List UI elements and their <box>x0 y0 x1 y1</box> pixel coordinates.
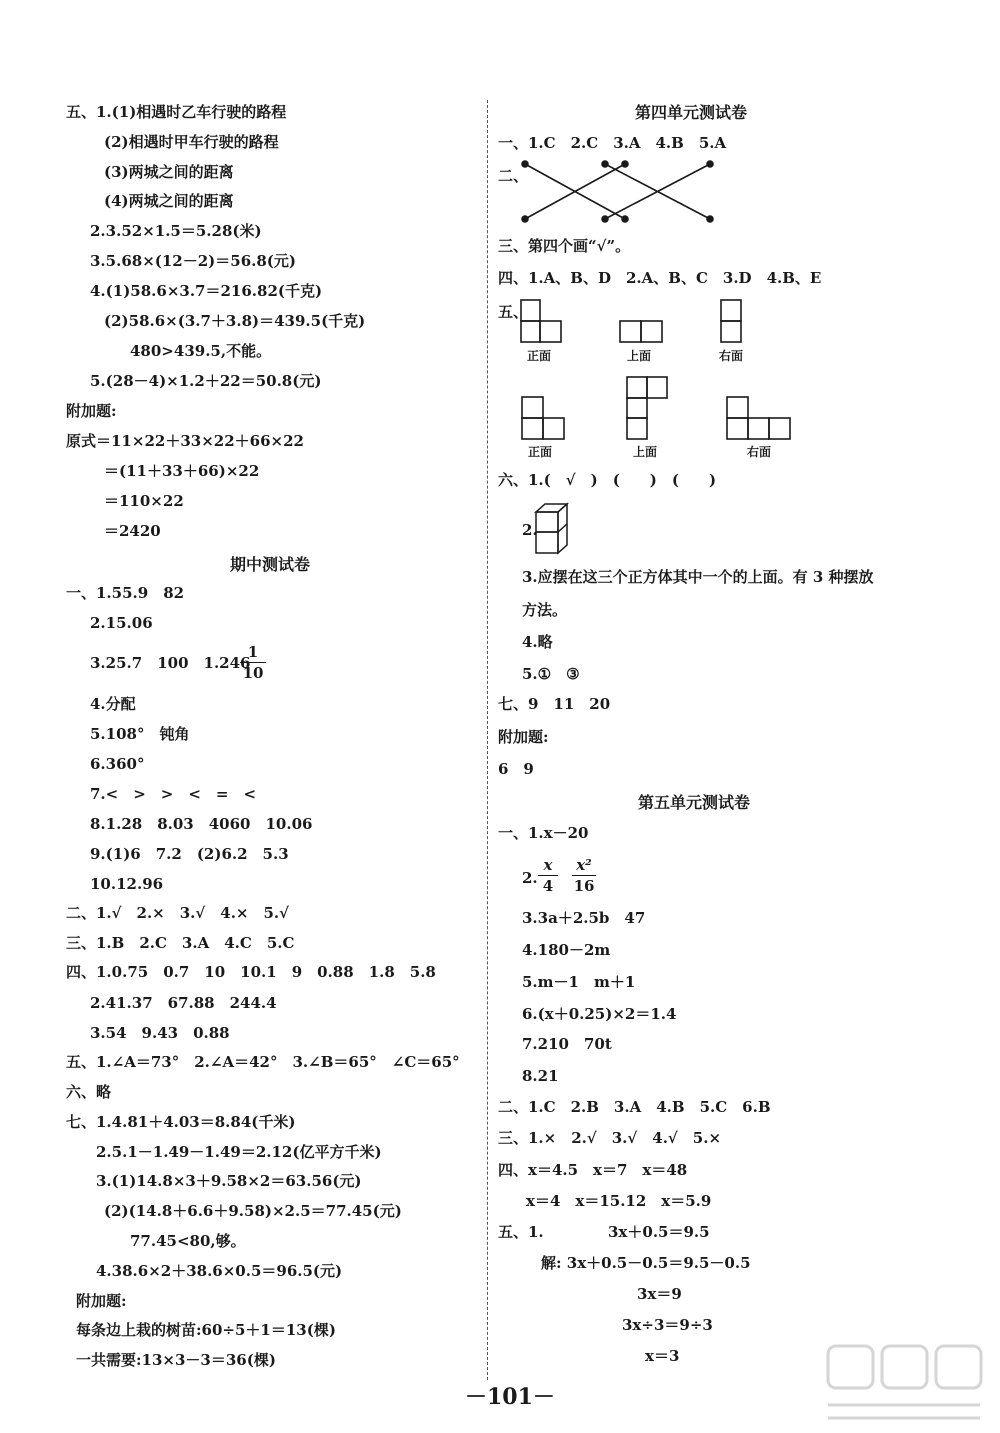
answer-line: 5.108° 钝角 <box>90 725 190 743</box>
answer-line: 77.45<80,够。 <box>130 1232 246 1250</box>
equation-step: 3x＝9 <box>637 1285 682 1303</box>
answer-line: 四、x＝4.5 x＝7 x＝48 <box>498 1161 688 1179</box>
answer-line: 3.54 9.43 0.88 <box>90 1024 230 1042</box>
answer-line: x＝4 x＝15.12 x＝5.9 <box>526 1192 712 1210</box>
answer-line: 2.5.1－1.49－1.49＝2.12(亿平方千米) <box>96 1143 382 1161</box>
answer-line: (3)两城之间的距离 <box>104 163 234 181</box>
extra-label: 附加题: <box>498 728 549 746</box>
section-title: 期中测试卷 <box>230 555 311 574</box>
answer-line: (2)相遇时甲车行驶的路程 <box>104 133 279 151</box>
answer-line: 六、1.( √ ) ( ) ( ) <box>498 471 717 489</box>
answer-line: 七、1.4.81＋4.03＝8.84(千米) <box>66 1113 296 1131</box>
answer-line: 四、1.0.75 0.7 10 10.1 9 0.88 1.8 5.8 <box>66 963 436 981</box>
equation-step: 解: 3x＋0.5－0.5＝9.5－0.5 <box>541 1254 751 1272</box>
fraction-bar <box>538 875 558 876</box>
figure-label-top: 上面 <box>633 445 658 459</box>
answer-line: ＝110×22 <box>104 492 184 510</box>
answer-line: 二、 <box>498 167 529 185</box>
answer-line: 9.(1)6 7.2 (2)6.2 5.3 <box>90 845 289 863</box>
fraction-numerator: x <box>543 856 553 874</box>
answer-line: 7.< > > < = < <box>90 785 257 803</box>
answer-line: 4.38.6×2＋38.6×0.5＝96.5(元) <box>96 1262 343 1280</box>
section-title: 第四单元测试卷 <box>635 103 748 122</box>
answer-line: 三、第四个画“√”。 <box>498 237 631 255</box>
answer-line: 2. <box>522 521 538 539</box>
answer-line: 五、 <box>498 303 529 321</box>
page-number: －101－ <box>465 1384 555 1410</box>
answer-line: (2)(14.8＋6.6＋9.58)×2.5＝77.45(元) <box>104 1202 402 1220</box>
answer-line: 6 9 <box>498 760 534 778</box>
answer-line: 七、9 11 20 <box>498 695 611 713</box>
left-column <box>0 0 490 1433</box>
answer-line: 5.m－1 m＋1 <box>522 973 636 991</box>
answer-line: 原式＝11×22＋33×22＋66×22 <box>66 432 304 450</box>
answer-line: 4.(1)58.6×3.7＝216.82(千克) <box>90 282 323 300</box>
answer-line: 3.应摆在这三个正方体其中一个的上面。有 3 种摆放 <box>522 568 874 586</box>
answer-line: 三、1.B 2.C 3.A 4.C 5.C <box>66 934 295 952</box>
right-column <box>495 0 1000 1433</box>
answer-line: 一、1.C 2.C 3.A 4.B 5.A <box>498 134 727 152</box>
answer-line: 480>439.5,不能。 <box>130 342 272 360</box>
section-title: 第五单元测试卷 <box>638 793 751 812</box>
figure-label-front: 正面 <box>527 349 552 363</box>
equation: 3x＋0.5＝9.5 <box>608 1223 710 1241</box>
answer-line: 每条边上栽的树苗:60÷5＋1＝13(棵) <box>76 1321 336 1339</box>
equation-step: x＝3 <box>645 1347 680 1365</box>
answer-line: 3.(1)14.8×3＋9.58×2＝63.56(元) <box>96 1172 362 1190</box>
answer-line: 四、1.A、B、D 2.A、B、C 3.D 4.B、E <box>498 269 822 287</box>
cube-stack-figure <box>495 0 1000 560</box>
fraction-bar <box>240 662 266 663</box>
answer-line: 4.略 <box>522 633 553 651</box>
fraction-numerator: x² <box>576 856 592 874</box>
extra-label: 附加题: <box>76 1292 127 1310</box>
answer-line: 三、1.× 2.√ 3.√ 4.√ 5.× <box>498 1129 722 1147</box>
fraction-denominator: 10 <box>242 664 264 682</box>
answer-line: 3.25.7 100 1.246 <box>90 654 251 672</box>
answer-line: 一、1.55.9 82 <box>66 584 185 602</box>
answer-line: 一共需要:13×3－3＝36(棵) <box>76 1351 276 1369</box>
figure-label-right: 右面 <box>719 349 744 363</box>
answer-line: 8.1.28 8.03 4060 10.06 <box>90 815 313 833</box>
figure-label-right: 右面 <box>747 445 772 459</box>
answer-line: 2. <box>522 869 538 887</box>
answer-line: (4)两城之间的距离 <box>104 192 234 210</box>
answer-line: 一、1.x－20 <box>498 824 589 842</box>
fraction-numerator: 1 <box>247 643 259 661</box>
answer-line: 5.① ③ <box>522 665 580 683</box>
figure-label-front: 正面 <box>528 445 553 459</box>
fraction <box>572 856 596 895</box>
fraction-denominator: 4 <box>542 877 554 895</box>
answer-line: 2.41.37 67.88 244.4 <box>90 994 277 1012</box>
figure-label-top: 上面 <box>627 349 652 363</box>
answer-line: 3.3a＋2.5b 47 <box>522 909 646 927</box>
extra-label: 附加题: <box>66 402 117 420</box>
answer-line: 2.15.06 <box>90 614 153 632</box>
answer-line: ＝(11＋33＋66)×22 <box>104 462 260 480</box>
answer-line: 5.(28－4)×1.2＋22＝50.8(元) <box>90 372 322 390</box>
equation-step: 3x÷3＝9÷3 <box>622 1316 713 1334</box>
answer-line: 2.3.52×1.5＝5.28(米) <box>90 222 262 240</box>
answer-line: 10.12.96 <box>90 875 164 893</box>
answer-line: 4.分配 <box>90 695 136 713</box>
answer-line: 8.21 <box>522 1067 559 1085</box>
answer-line: 五、1. <box>498 1223 544 1241</box>
answer-line: 4.180－2m <box>522 941 611 959</box>
fraction <box>240 643 266 682</box>
answer-line: 五、1.(1)相遇时乙车行驶的路程 <box>66 103 287 121</box>
fraction <box>538 856 558 895</box>
answer-line: ＝2420 <box>104 522 161 540</box>
fraction-bar <box>572 875 596 876</box>
answer-line: 二、1.√ 2.× 3.√ 4.× 5.√ <box>66 904 290 922</box>
answer-line: 二、1.C 2.B 3.A 4.B 5.C 6.B <box>498 1098 771 1116</box>
answer-line: 6.(x＋0.25)×2＝1.4 <box>522 1005 677 1023</box>
fraction-denominator: 16 <box>573 877 595 895</box>
answer-line: 方法。 <box>522 601 568 619</box>
watermark-logo <box>820 1340 990 1425</box>
answer-line: 五、1.∠A＝73° 2.∠A＝42° 3.∠B＝65° ∠C＝65° <box>66 1053 460 1071</box>
answer-line: 3.5.68×(12－2)＝56.8(元) <box>90 252 296 270</box>
answer-line: 7.210 70t <box>522 1035 612 1053</box>
answer-line: (2)58.6×(3.7＋3.8)＝439.5(千克) <box>104 312 366 330</box>
answer-line: 六、略 <box>66 1083 112 1101</box>
answer-line: 6.360° <box>90 755 145 773</box>
